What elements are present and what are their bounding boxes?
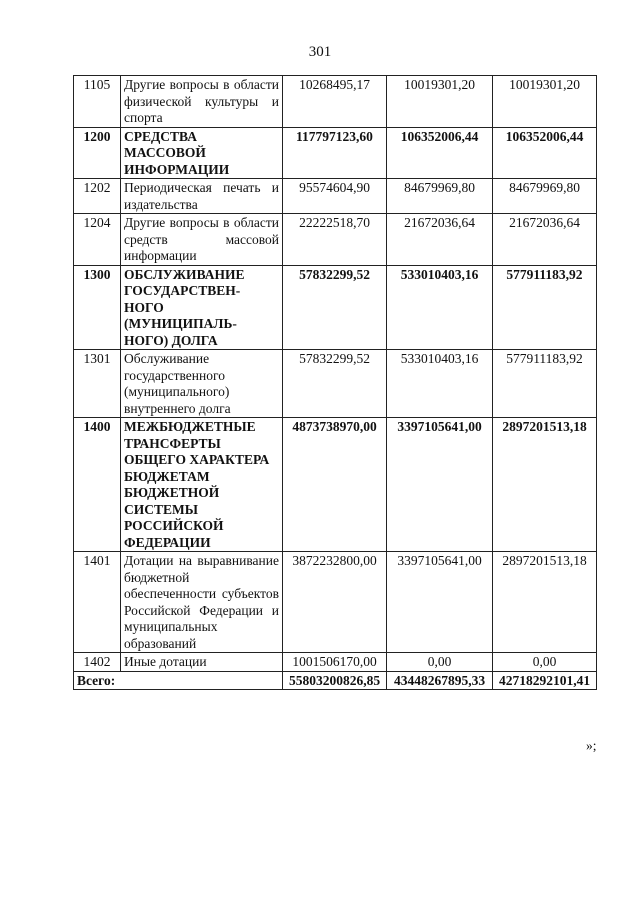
row-value-1: 10268495,17 [283,76,387,128]
total-value-1: 55803200826,85 [283,671,387,690]
row-value-3: 21672036,64 [493,214,597,266]
row-name: МЕЖБЮДЖЕТНЫЕ ТРАНСФЕРТЫ ОБЩЕГО ХАРАКТЕРА БЮДЖЕТАМ БЮДЖЕТНОЙ СИСТЕМЫ РОССИЙСКОЙ ФЕДЕРАЦИИ [121,418,283,552]
table-row [74,418,597,552]
row-value-1: 57832299,52 [283,265,387,350]
row-code: 1202 [74,179,121,214]
row-name: Дотации на выравнивание бюджетной обеспеченности субъектов Российской Федерации и муниципальных образований [121,552,283,653]
budget-table [73,75,597,690]
total-row [74,671,597,690]
table-row [74,214,597,266]
row-code: 1400 [74,418,121,552]
row-value-3: 2897201513,18 [493,552,597,653]
row-value-3: 577911183,92 [493,265,597,350]
table-row [74,350,597,418]
row-code: 1105 [74,76,121,128]
table-body [74,76,597,672]
row-value-3: 84679969,80 [493,179,597,214]
row-name: Другие вопросы в области средств массовой информации [121,214,283,266]
row-value-1: 4873738970,00 [283,418,387,552]
table-row [74,76,597,128]
row-value-2: 3397105641,00 [387,418,493,552]
row-value-3: 106352006,44 [493,127,597,179]
row-code: 1300 [74,265,121,350]
row-value-2: 106352006,44 [387,127,493,179]
row-code: 1204 [74,214,121,266]
row-name: Другие вопросы в области физической культуры и спорта [121,76,283,128]
row-value-1: 3872232800,00 [283,552,387,653]
row-value-1: 57832299,52 [283,350,387,418]
table-row [74,179,597,214]
row-value-3: 10019301,20 [493,76,597,128]
row-value-3: 0,00 [493,653,597,672]
row-value-2: 0,00 [387,653,493,672]
row-value-2: 533010403,16 [387,265,493,350]
row-name: ОБСЛУЖИВАНИЕ ГОСУДАРСТВЕН-НОГО (МУНИЦИПАЛЬ-НОГО) ДОЛГА [121,265,283,350]
table-row [74,127,597,179]
total-label: Всего: [74,671,283,690]
row-value-3: 577911183,92 [493,350,597,418]
table-row [74,265,597,350]
row-value-2: 533010403,16 [387,350,493,418]
row-code: 1301 [74,350,121,418]
page-number: 301 [308,44,332,60]
row-value-2: 84679969,80 [387,179,493,214]
row-value-2: 21672036,64 [387,214,493,266]
row-name: Иные дотации [121,653,283,672]
table-row [74,552,597,653]
total-value-2: 43448267895,33 [387,671,493,690]
row-name: Периодическая печать и издательства [121,179,283,214]
row-value-3: 2897201513,18 [493,418,597,552]
row-code: 1200 [74,127,121,179]
row-value-1: 22222518,70 [283,214,387,266]
row-code: 1401 [74,552,121,653]
closing-quote: »; [586,738,597,753]
table-row [74,653,597,672]
row-name: Обслуживание государственного (муниципального) внутреннего долга [121,350,283,418]
row-value-1: 1001506170,00 [283,653,387,672]
row-value-1: 117797123,60 [283,127,387,179]
row-value-2: 3397105641,00 [387,552,493,653]
row-value-1: 95574604,90 [283,179,387,214]
row-value-2: 10019301,20 [387,76,493,128]
total-value-3: 42718292101,41 [493,671,597,690]
row-code: 1402 [74,653,121,672]
row-name: СРЕДСТВА МАССОВОЙ ИНФОРМАЦИИ [121,127,283,179]
